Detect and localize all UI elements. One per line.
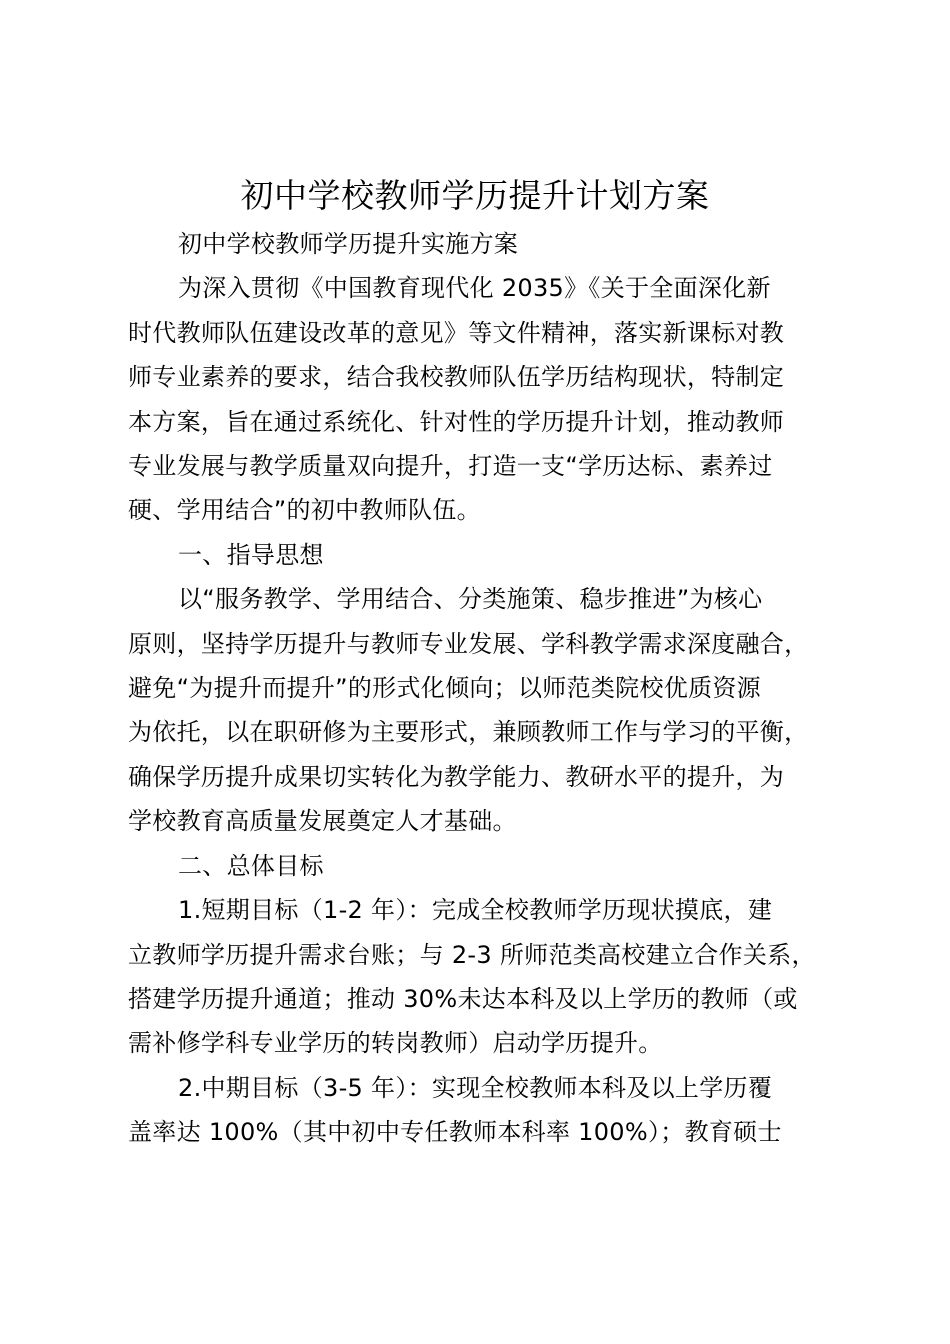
paragraph-line: 一、指导思想 [178,540,324,569]
paragraph-line: 以“服务教学、学用结合、分类施策、稳步推进”为核心 [178,585,763,614]
paragraph-line: 硬、学用结合”的初中教师队伍。 [128,496,481,525]
short-term-goal-paragraph [128,888,836,1066]
paragraph-line: 学校教育高质量发展奠定人才基础。 [128,807,517,836]
paragraph-line: 1.短期目标（1-2 年）：完成全校教师学历现状摸底，建 [178,896,773,925]
guiding-thought-paragraph [128,577,836,843]
paragraph-line: 为深入贯彻《中国教育现代化 2035》《关于全面深化新 [178,274,771,303]
paragraph-line: 搭建学历提升通道；推动 30%未达本科及以上学历的教师（或 [128,984,798,1013]
paragraph-line: 初中学校教师学历提升实施方案 [178,230,519,258]
paragraph-line: 确保学历提升成果切实转化为教学能力、教研水平的提升，为 [128,762,785,791]
paragraph-line: 时代教师队伍建设改革的意见》等文件精神，落实新课标对教 [128,318,785,347]
paragraph-line: 需补修学科专业学历的转岗教师）启动学历提升。 [128,1029,663,1058]
intro-paragraph [128,266,836,532]
paragraph-line: 二、总体目标 [178,851,324,880]
section-heading-overall-goals [128,844,836,888]
paragraph-line: 为依托，以在职研修为主要形式，兼顾教师工作与学习的平衡， [128,718,809,747]
paragraph-line: 本方案，旨在通过系统化、针对性的学历提升计划，推动教师 [128,407,785,436]
paragraph-line: 专业发展与教学质量双向提升，打造一支“学历达标、素养过 [128,452,773,481]
paragraph-line: 盖率达 100%（其中初中专任教师本科率 100%）；教育硕士 [128,1118,782,1147]
document-body [128,222,836,1155]
paragraph-line: 立教师学历提升需求台账；与 2-3 所师范类高校建立合作关系， [128,940,816,969]
paragraph-line: 避免“为提升而提升”的形式化倾向；以师范类院校优质资源 [128,674,761,703]
mid-term-goal-paragraph [128,1066,836,1155]
paragraph-line: 师专业素养的要求，结合我校教师队伍学历结构现状，特制定 [128,363,785,392]
paragraph-line: 2.中期目标（3-5 年）：实现全校教师本科及以上学历覆 [178,1073,773,1102]
paragraph-line: 原则，坚持学历提升与教师专业发展、学科教学需求深度融合， [128,629,809,658]
subtitle-paragraph [128,222,836,266]
document-title: 初中学校教师学历提升计划方案 [240,176,710,215]
section-heading-guiding-thought [128,533,836,577]
